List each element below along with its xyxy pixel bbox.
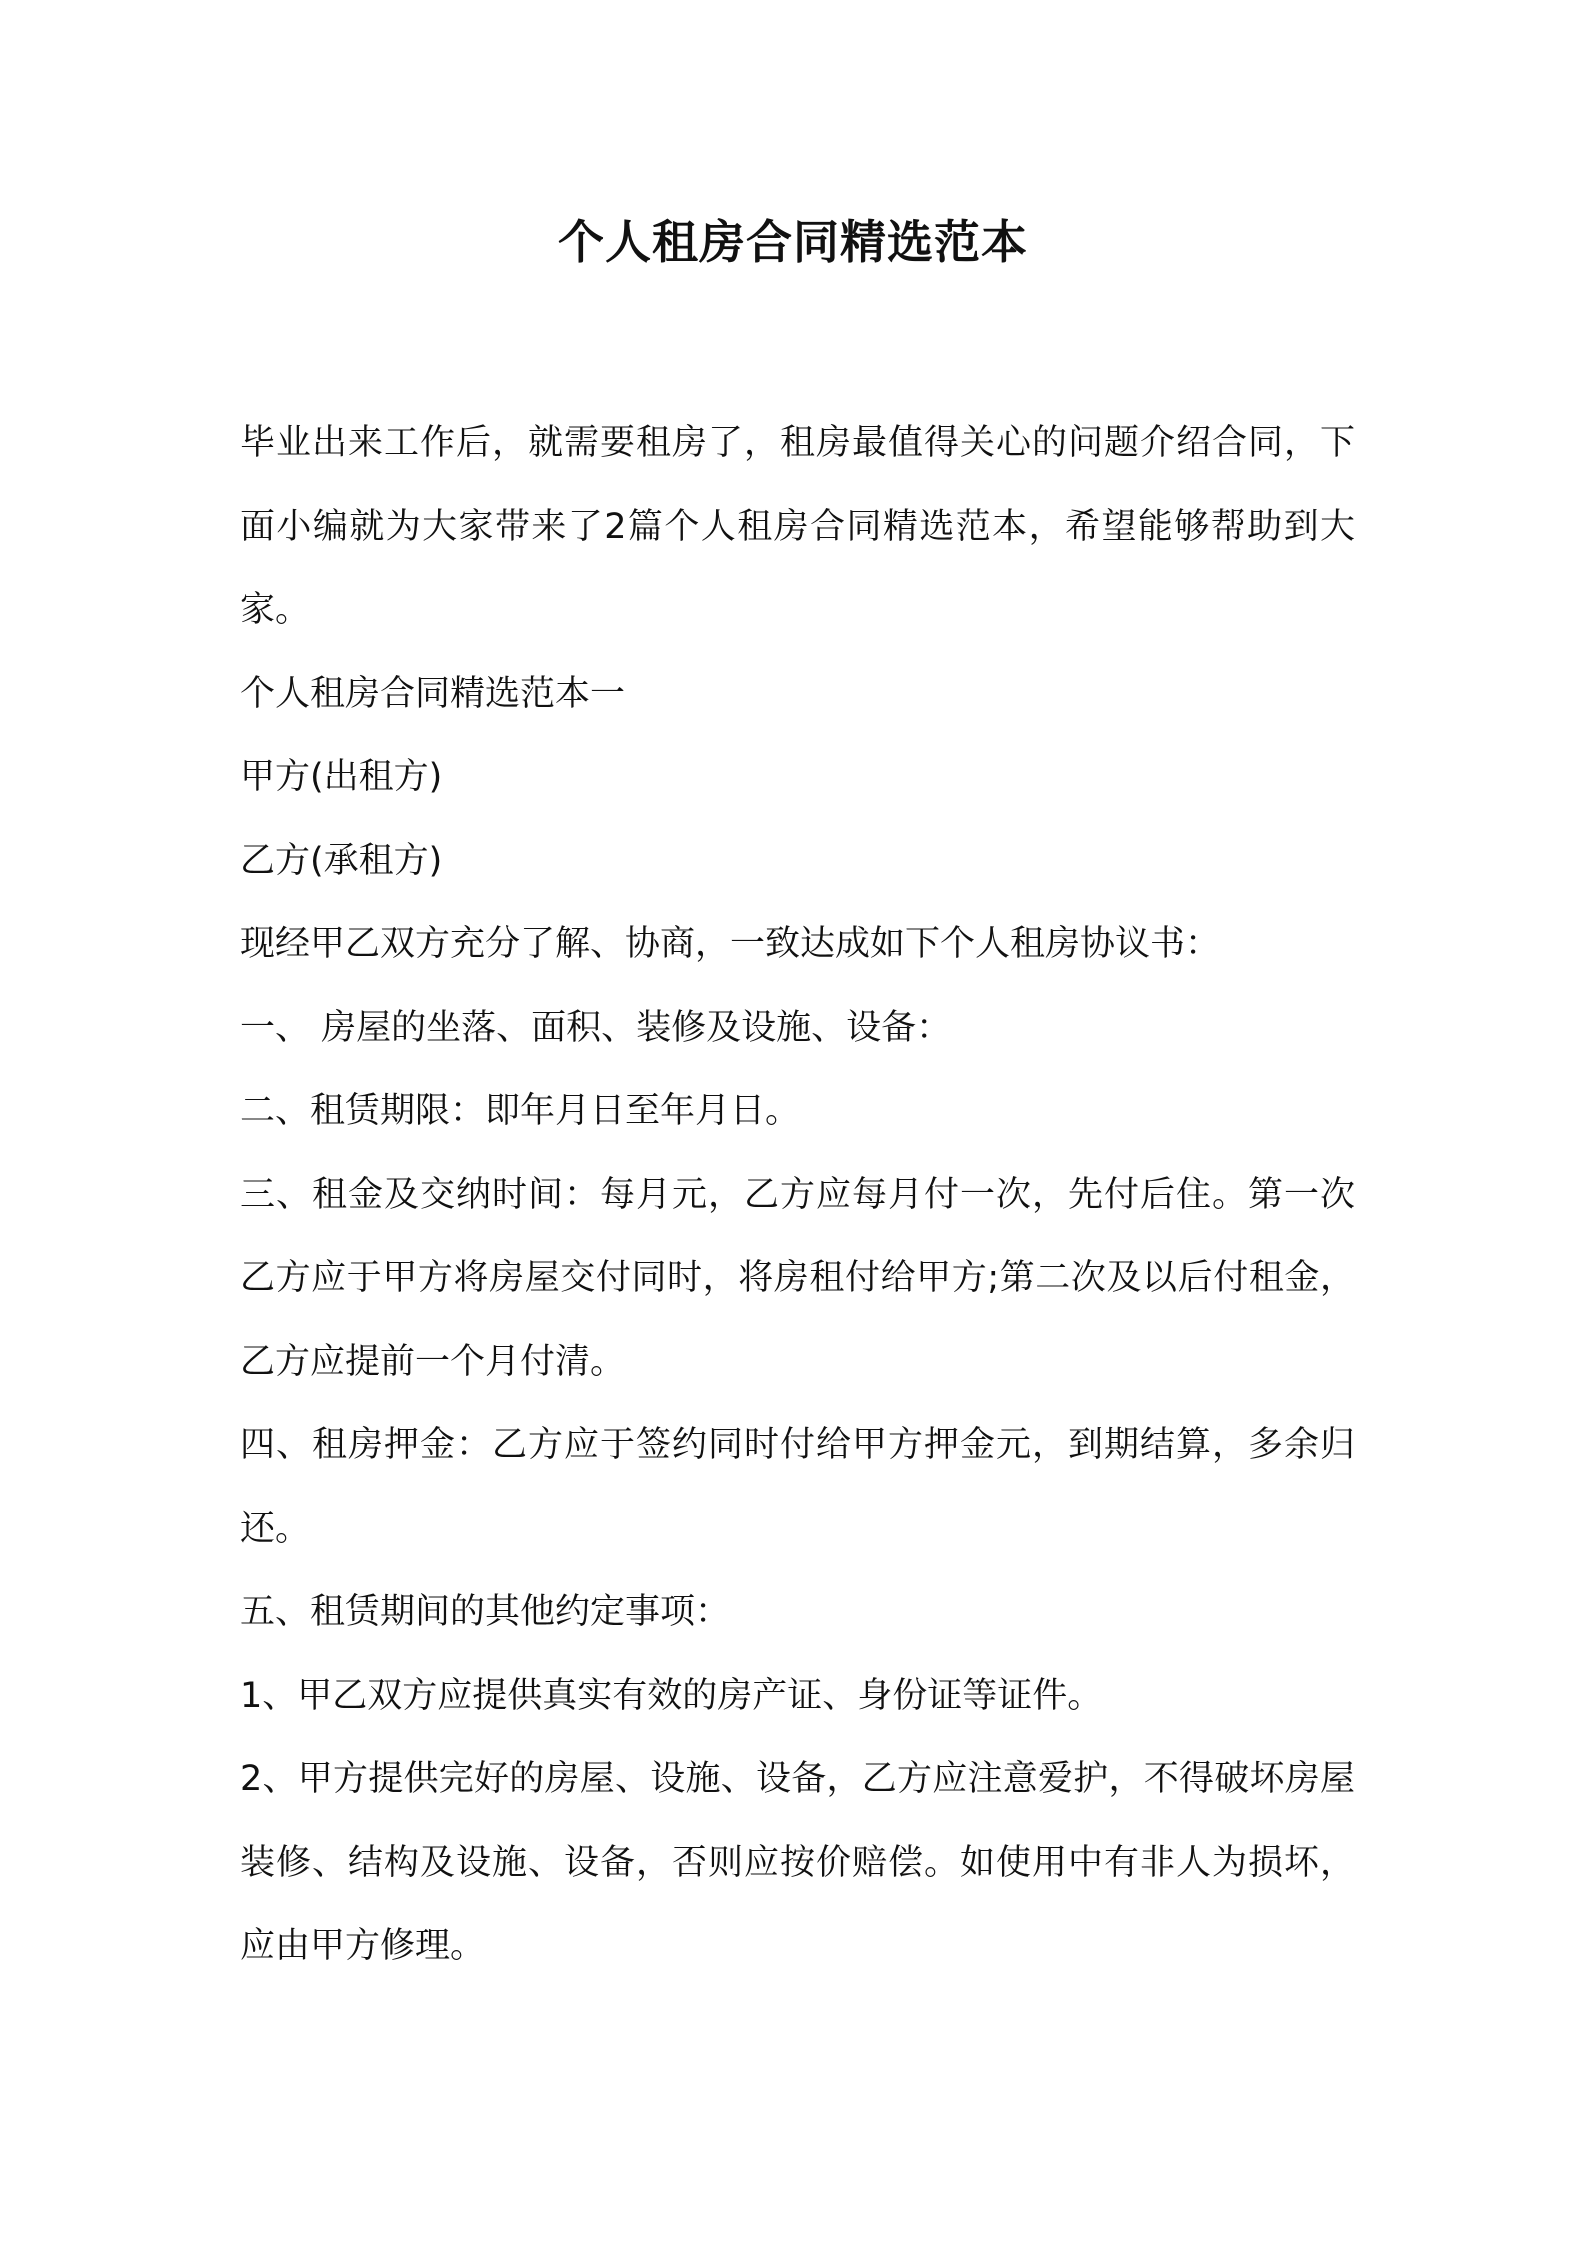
- clause-2: 二、租赁期限：即年月日至年月日。: [240, 1091, 801, 1131]
- clause-1: 一、 房屋的坐落、面积、装修及设施、设备：: [240, 1007, 952, 1048]
- clause-5: 五、租赁期间的其他约定事项：: [240, 1592, 731, 1632]
- document-body: [240, 402, 1355, 1989]
- party-b-line: 乙方(承租方): [240, 840, 443, 881]
- agreement-preamble: 现经甲乙双方充分了解、协商，一致达成如下个人租房协议书：: [240, 924, 1221, 964]
- clause-5-item-2: 2、甲方提供完好的房屋、设施、设备，乙方应注意爱护，不得破坏房屋装修、结构及设施、设备，否则应按价赔偿。如使用中有非人为损坏，应由甲方修理。: [240, 1759, 1355, 1966]
- clause-4: 四、租房押金：乙方应于签约同时付给甲方押金元，到期结算，多余归还。: [240, 1425, 1355, 1549]
- document-title: 个人租房合同精选范本: [558, 215, 1028, 269]
- intro-paragraph: 毕业出来工作后，就需要租房了，租房最值得关心的问题介绍合同，下面小编就为大家带来了2篇个人租房合同精选范本，希望能够帮助到大家。: [240, 423, 1355, 630]
- clause-5-item-1: 1、甲乙双方应提供真实有效的房产证、身份证等证件。: [240, 1675, 1103, 1716]
- clause-3: 三、租金及交纳时间：每月元，乙方应每月付一次，先付后住。第一次乙方应于甲方将房屋交付同时，将房租付给甲方;第二次及以后付租金，乙方应提前一个月付清。: [240, 1174, 1355, 1382]
- section-heading-sample-one: 个人租房合同精选范本一: [240, 673, 626, 714]
- party-a-line: 甲方(出租方): [240, 757, 443, 797]
